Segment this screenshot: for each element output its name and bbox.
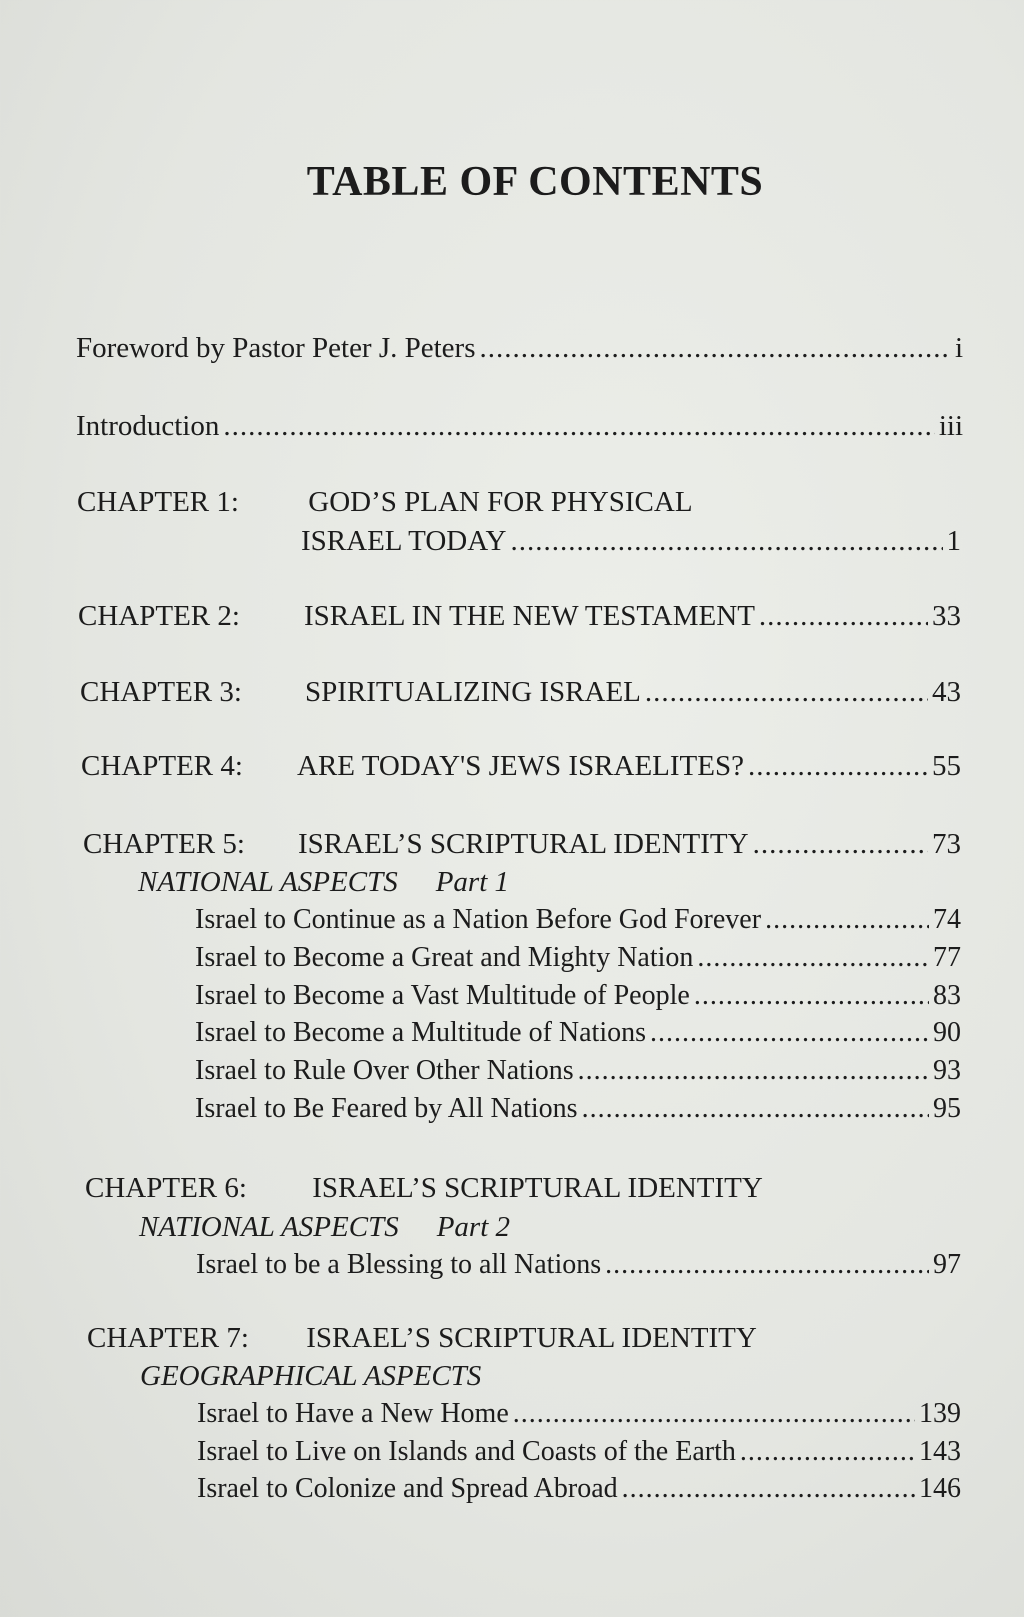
toc-subentry (197, 1434, 961, 1470)
dot-leader (697, 940, 929, 976)
page-number: 143 (919, 1436, 961, 1467)
page-number: iii (938, 410, 963, 442)
chapter-title: ISRAEL’S SCRIPTURAL IDENTITY (298, 828, 749, 860)
entry-label: Israel to Colonize and Spread Abroad (197, 1473, 618, 1504)
chapter-number: CHAPTER 1: (77, 486, 239, 518)
entry-label: Introduction (76, 410, 220, 442)
toc-subentry (195, 1053, 961, 1089)
toc-subentry (195, 1015, 961, 1051)
chapter-number: CHAPTER 2: (78, 600, 240, 632)
dot-leader (765, 902, 929, 938)
dot-leader (582, 1091, 929, 1127)
toc-subentry (196, 1247, 961, 1283)
part-label: Part 2 (436, 1211, 511, 1243)
entry-label: Israel to Continue as a Nation Before God Forever (195, 904, 762, 935)
dot-leader (753, 826, 928, 862)
toc-entry-chapter-5 (83, 826, 961, 862)
dot-leader (650, 1015, 929, 1051)
dot-leader (480, 330, 951, 366)
chapter-title: SPIRITUALIZING ISRAEL (305, 676, 641, 708)
page-number: 74 (933, 904, 961, 935)
chapter-7-heading (87, 1320, 757, 1356)
toc-subentry (195, 1091, 961, 1127)
dot-leader (223, 408, 934, 444)
chapter-number: CHAPTER 6: (85, 1172, 247, 1204)
entry-label: Israel to Become a Multitude of Nations (195, 1017, 646, 1048)
page-number: 77 (933, 942, 961, 973)
dot-leader (513, 1396, 915, 1432)
toc-subentry (197, 1396, 961, 1432)
page-number: 146 (919, 1473, 961, 1504)
page-number: i (954, 332, 963, 364)
entry-label: Israel to Have a New Home (197, 1398, 509, 1429)
dot-leader (645, 674, 928, 710)
chapter-title-continued: ISRAEL TODAY (301, 525, 507, 557)
chapter-title: ISRAEL IN THE NEW TESTAMENT (304, 600, 755, 632)
entry-label: Israel to be a Blessing to all Nations (196, 1249, 602, 1280)
chapter-5-subtitle (138, 864, 509, 900)
entry-label: Israel to Become a Vast Multitude of People (195, 980, 690, 1011)
page-number: 73 (932, 828, 961, 860)
chapter-number: CHAPTER 5: (83, 828, 245, 860)
dot-leader (694, 978, 929, 1014)
entry-label: Foreword by Pastor Peter J. Peters (76, 332, 476, 364)
page-number: 43 (932, 676, 961, 708)
entry-label: Israel to Become a Great and Mighty Nation (195, 942, 694, 973)
chapter-title: ISRAEL’S SCRIPTURAL IDENTITY (312, 1172, 763, 1204)
page-number: 83 (933, 980, 961, 1011)
entry-label: Israel to Be Feared by All Nations (195, 1093, 578, 1124)
chapter-title: GOD’S PLAN FOR PHYSICAL (308, 486, 693, 518)
page-number: 90 (933, 1017, 961, 1048)
part-label: Part 1 (435, 866, 510, 898)
entry-label: Israel to Live on Islands and Coasts of the Earth (197, 1436, 736, 1467)
dot-leader (740, 1434, 915, 1470)
page-number: 1 (946, 525, 961, 557)
toc-subentry (195, 902, 961, 938)
section-subtitle: NATIONAL ASPECTS (138, 866, 398, 898)
dot-leader (605, 1247, 929, 1283)
entry-label: Israel to Rule Over Other Nations (195, 1055, 574, 1086)
toc-subentry (195, 940, 961, 976)
dot-leader (622, 1471, 915, 1507)
chapter-number: CHAPTER 7: (87, 1322, 249, 1354)
chapter-title: ISRAEL’S SCRIPTURAL IDENTITY (306, 1322, 757, 1354)
dot-leader (578, 1053, 929, 1089)
toc-entry-chapter-4 (81, 748, 961, 784)
toc-subentry (195, 978, 961, 1014)
chapter-title: ARE TODAY'S JEWS ISRAELITES? (297, 750, 744, 782)
toc-entry-chapter-1 (301, 523, 961, 559)
section-subtitle: NATIONAL ASPECTS (139, 1211, 399, 1243)
toc-entry-introduction (76, 408, 963, 444)
toc-entry-chapter-3 (80, 674, 961, 710)
toc-subentry (197, 1471, 961, 1507)
section-subtitle: GEOGRAPHICAL ASPECTS (140, 1360, 482, 1392)
page-number: 139 (919, 1398, 961, 1429)
chapter-number: CHAPTER 4: (81, 750, 243, 782)
page-number: 95 (933, 1093, 961, 1124)
chapter-number: CHAPTER 3: (80, 676, 242, 708)
chapter-7-subtitle (140, 1358, 481, 1394)
chapter-6-subtitle (139, 1209, 510, 1245)
chapter-6-heading (85, 1170, 763, 1206)
page-number: 55 (932, 750, 961, 782)
dot-leader (510, 523, 942, 559)
toc-entry-chapter-2 (78, 598, 961, 634)
chapter-1-heading (77, 484, 693, 520)
toc-entry-foreword (76, 330, 963, 366)
page-number: 33 (932, 600, 961, 632)
dot-leader (748, 748, 928, 784)
page-number: 97 (933, 1249, 961, 1280)
page-number: 93 (933, 1055, 961, 1086)
dot-leader (759, 598, 928, 634)
page-title: TABLE OF CONTENTS (306, 159, 764, 205)
